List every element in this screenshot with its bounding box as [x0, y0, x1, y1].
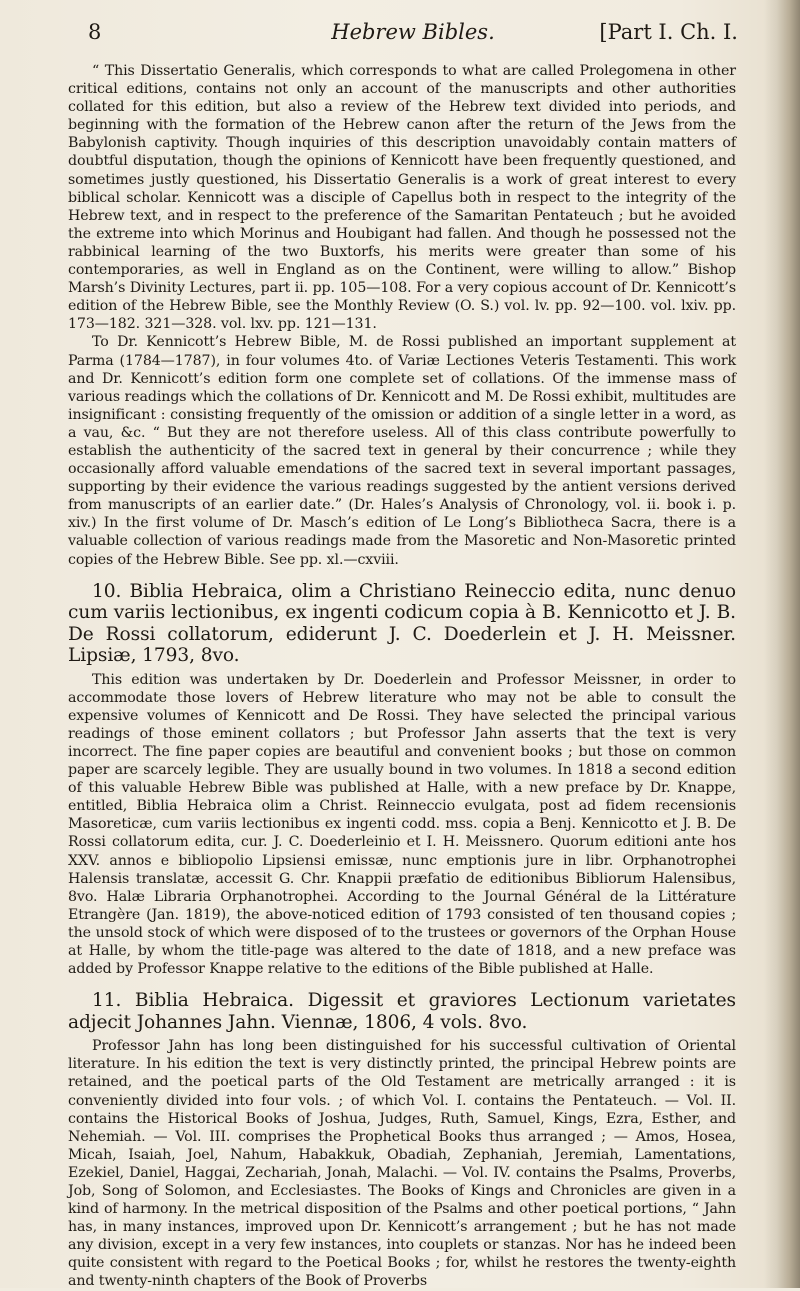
running-header: [88, 18, 738, 50]
paragraph-dissertatio-quote: “ This Dissertatio Generalis, which corresponds to what are called Prolegomena in other critical editions, contains not only an account of the manuscripts and other authorities collated for this edition, but also a review of the Hebrew text divided into periods, and beginning with the formation of the Hebrew canon after the return of the Jews from the Babylonish captivity. Though inquiries of this description unavoidably contain matters of doubtful disputation, though the opinions of Kennicott have been frequently questioned, and sometimes justly questioned, his Dissertatio Generalis is a work of great interest to every biblical scholar. Kennicott was a disciple of Capellus both in respect to the integrity of the Hebrew text, and in respect to the preference of the Samaritan Pentateuch ; but he avoided the extreme into which Morinus and Houbigant had fallen. And though he possessed not the rabbinical learning of the two Buxtorfs, his merits were greater than some of his contemporaries, as well in England as on the Continent, were willing to allow.” Bishop Marsh’s Divinity Lectures, part ii. pp. 105—108. For a very copious account of Dr. Kennicott’s edition of the Hebrew Bible, see the Monthly Review (O. S.) vol. lv. pp. 92—100. vol. lxiv. pp. 173—182. 321—328. vol. lxv. pp. 121—131.: [68, 63, 736, 333]
page-body: [68, 62, 736, 1291]
entry-11-text: Professor Jahn has long been distinguished for his successful cultivation of Oriental literature. In his edition the text is very distinctly printed, the principal Hebrew points are retained, and the poetical parts of the Old Testament are metrically arranged : it is conveniently divided into four vols. ; of which Vol. I. contains the Pentateuch. — Vol. II. contains the Historical Books of Joshua, Judges, Ruth, Samuel, Kings, Ezra, Esther, and Nehemiah. — Vol. III. comprises the Prophetical Books thus arranged ; — Amos, Hosea, Micah, Isaiah, Joel, Nahum, Habakkuk, Obadiah, Zephaniah, Jeremiah, Lamentations, Ezekiel, Daniel, Haggai, Zechariah, Jonah, Malachi. — Vol. IV. contains the Psalms, Proverbs, Job, Song of Solomon, and Ecclesiastes. The Books of Kings and Chronicles are given in a kind of harmony. In the metrical disposition of the Psalms and other poetical portions, “ Jahn has, in many instances, improved upon Dr. Kennicott’s arrangement ; but he has not made any division, except in a very few instances, into couplets or stanzas. Nor has he indeed been quite consistent with regard to the Poetical Books ; for, whilst he restores the twenty-eighth and twenty-ninth chapters of the Book of Proverbs: [68, 1038, 736, 1290]
page-edge-shadow: [764, 0, 800, 1288]
entry-11-heading: 11. Biblia Hebraica. Digessit et graviores Lectionum varietates adjecit Johannes Jahn. Viennæ, 1806, 4 vols. 8vo.: [68, 990, 736, 1033]
page-number: 8: [88, 20, 102, 44]
entry-10-heading: 10. Biblia Hebraica, olim a Christiano Reineccio edita, nunc denuo cum variis lectionibus, ex ingenti codicum copia à B. Kennicotto et J. B. De Rossi collatorum, ediderunt J. C. Doederlein et J. H. Meissner. Lipsiæ, 1793, 8vo.: [68, 580, 736, 667]
section-reference: [Part I. Ch. I.: [599, 20, 738, 44]
paragraph-de-rossi-supplement: To Dr. Kennicott’s Hebrew Bible, M. de Rossi published an important supplement at Parma (1784—1787), in four volumes 4to. of Variæ Lectiones Veteris Testamenti. This work and Dr. Kennicott’s edition form one complete set of collations. Of the immense mass of various readings which the collations of Dr. Kennicott and M. De Rossi exhibit, multitudes are insignificant : consisting frequently of the omission or addition of a single letter in a word, as a vau, &c. “ But they are not therefore useless. All of this class contribute powerfully to establish the authenticity of the sacred text in general by their concurrence ; while they occasionally afford valuable emendations of the sacred text in several important passages, supporting by their evidence the various readings suggested by the antient versions derived from manuscripts of an earlier date.” (Dr. Hales’s Analysis of Chronology, vol. ii. book i. p. xiv.) In the first volume of Dr. Masch’s edition of Le Long’s Bibliotheca Sacra, there is a valuable collection of various readings made from the Masoretic and Non-Masoretic printed copies of the Hebrew Bible. See pp. xl.—cxviii.: [68, 334, 736, 568]
entry-10-text: This edition was undertaken by Dr. Doederlein and Professor Meissner, in order to accommodate those lovers of Hebrew literature who may not be able to consult the expensive volumes of Kennicott and De Rossi. They have selected the principal various readings of those eminent collators ; but Professor Jahn asserts that the text is very incorrect. The fine paper copies are beautiful and convenient books ; but those on common paper are scarcely legible. They are usually bound in two volumes. In 1818 a second edition of this valuable Hebrew Bible was published at Halle, with a new preface by Dr. Knappe, entitled, Biblia Hebraica olim a Christ. Reinneccio evulgata, post ad fidem recensionis Masoreticæ, cum variis lectionibus ex ingenti codd. mss. copia a Benj. Kennicotto et J. B. De Rossi collatorum edita, cur. J. C. Doederleinio et I. H. Meissnero. Quorum editioni ante hos XXV. annos e bibliopolio Lipsiensi emissæ, nunc emptionis jure in libr. Orphanotrophei Halensis translatæ, accessit G. Chr. Knappii præfatio de editionibus Bibliorum Halensibus, 8vo. Halæ Libraria Orphanotrophei. According to the Journal Général de la Littérature Etrangère (Jan. 1819), the above-noticed edition of 1793 consisted of ten thousand copies ; the unsold stock of which were disposed of to the trustees or governors of the Orphan House at Halle, by whom the title-page was altered to the date of 1818, and a new preface was added by Professor Knappe relative to the editions of the Bible published at Halle.: [68, 671, 736, 978]
running-title: Hebrew Bibles.: [331, 20, 495, 44]
